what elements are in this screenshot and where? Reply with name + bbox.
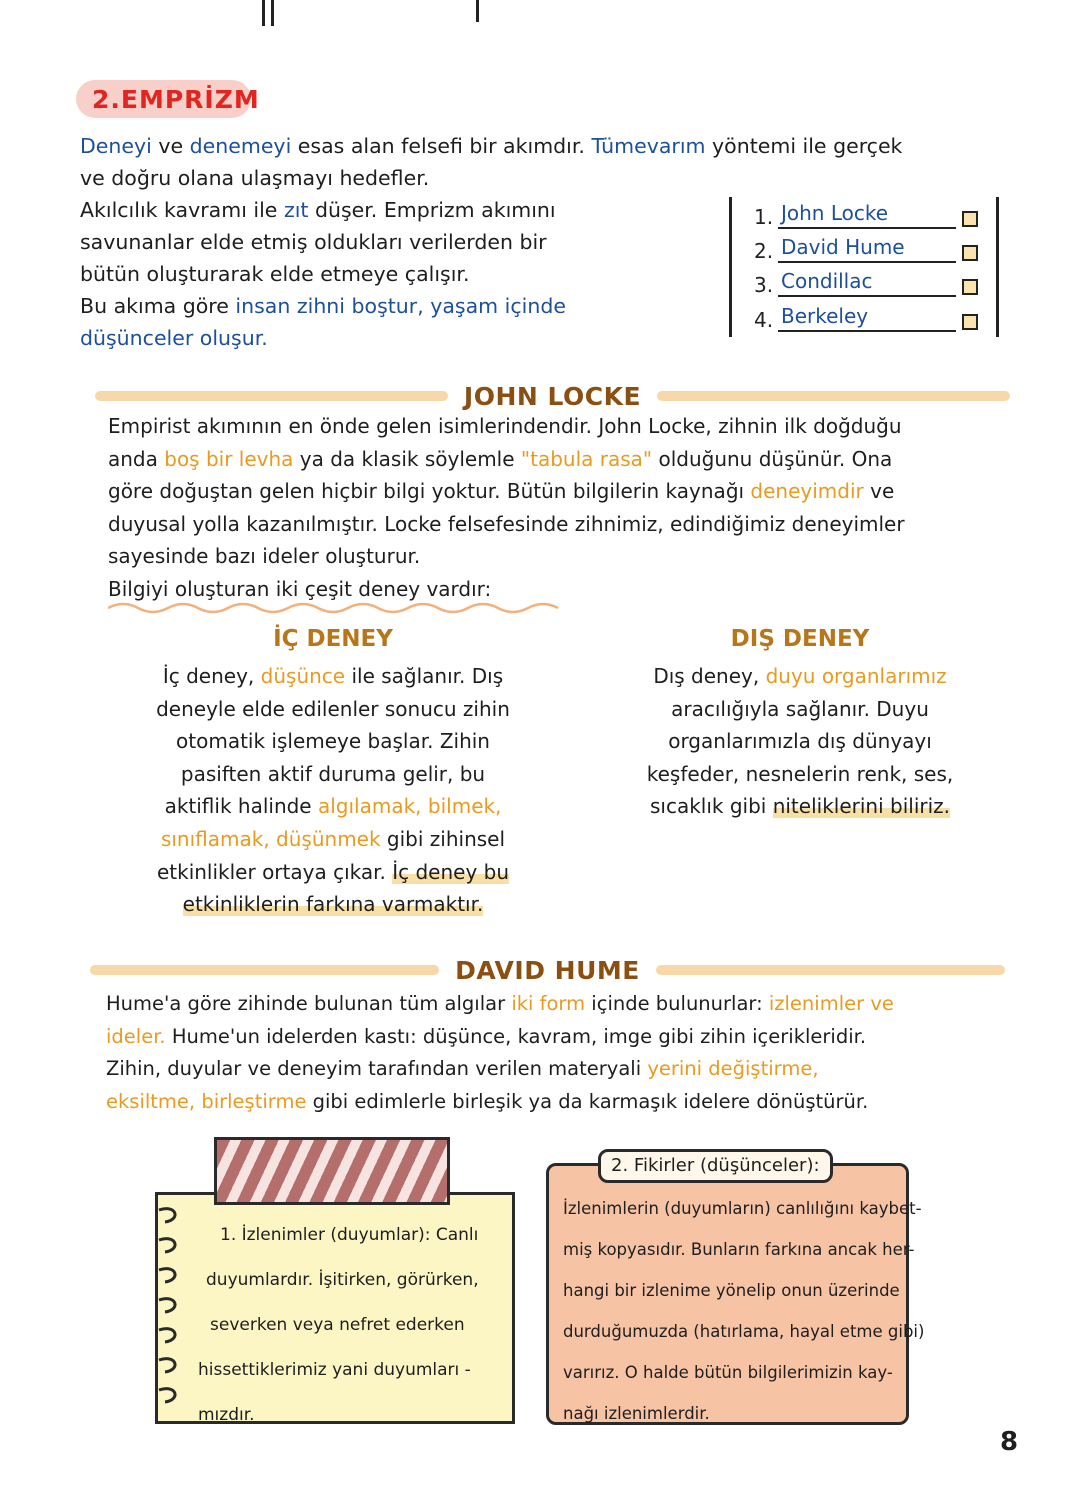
term-deneme: denemeyi [189,134,292,158]
locke-title: JOHN LOCKE [463,381,642,411]
item-number: 1. [754,205,774,229]
intro-line-7: düşünceler oluşur. [80,326,268,350]
inner-title: İÇ DENEY [273,626,393,652]
locke-line-3 [108,475,1028,508]
hume-paragraph [106,988,1026,1118]
highlight-farkina: etkinliklerin farkına varmaktır. [182,892,484,917]
outer-line-4: keşfeder, nesnelerin renk, ses, [646,761,954,786]
outer-line-1 [585,660,1015,693]
impressions-line-1: 1. İzlenimler (duyumlar): Canlı [220,1225,479,1245]
intro-line-2: ve doğru olana ulaşmayı hedefler. [80,166,430,190]
item-number: 3. [754,273,774,297]
ideas-line-4: durduğumuzda (hatırlama, hayal etme gibi) [563,1322,925,1341]
text: Hume'a göre zihinde bulunan tüm algılar [106,992,512,1015]
item-name: John Locke [778,199,956,229]
term-tumevarim: Tümevarım [591,134,706,158]
term-siniflamak: sınıflamak, düşünmek [160,826,381,851]
hume-line-2 [106,1021,1026,1054]
impressions-line-4: hissettiklerimiz yani duyumları - [198,1360,471,1380]
text: ya da klasik söylemle [293,446,521,471]
item-name: Condillac [778,267,956,297]
text: Dış deney, [653,664,766,688]
checkbox-icon[interactable] [962,211,978,227]
item-number: 2. [754,239,774,263]
spiral-binding-icon [155,1202,189,1417]
checkbox-icon[interactable] [962,314,978,330]
text: İç deney, [162,664,261,688]
text: göre doğuştan gelen hiçbir bilgi yoktur. Bütün bilgilerin kaynağı [108,479,751,503]
outer-line-3: organlarımızla dış dünyayı [668,729,932,754]
intro-line-5: bütün oluşturarak elde etmeye çalışır. [80,262,470,286]
term-deney: Deneyi [80,134,152,158]
ideas-line-2: miş kopyasıdır. Bunların farkına ancak her- [563,1240,915,1259]
impressions-text [198,1213,479,1438]
ideas-line-1: İzlenimlerin (duyumların) canlılığını kaybet- [563,1199,922,1218]
section-title: 2.EMPRİZM [92,84,260,114]
hume-line-4 [106,1086,1026,1119]
locke-line-1: Empirist akımının en önde gelen isimlerindendir. John Locke, zihnin ilk doğduğu [108,414,902,438]
text: gibi zihinsel [380,826,506,851]
locke-line-2 [108,443,1028,476]
ideas-label: 2. Fikirler (düşünceler): [598,1149,833,1183]
term-tabula-rasa: "tabula rasa" [520,446,653,471]
heading-rule [95,391,448,401]
page-number: 8 [1000,1427,1019,1457]
outer-line-5 [585,790,1015,823]
ideas-line-5: varırız. O halde bütün bilgilerimizin kay- [563,1363,893,1382]
ideas-line-3: hangi bir izlenime yönelip onun üzerinde [563,1281,900,1300]
text: Zihin, duyular ve deneyim tarafından verilen materyali [106,1057,648,1080]
term-dusunce: düşünce [260,664,346,688]
inner-line-4: pasiften aktif duruma gelir, bu [180,761,486,786]
text: etkinlikler ortaya çıkar. [156,859,393,884]
term-bos-levha: boş bir levha [164,446,294,471]
wave-underline [108,600,568,616]
philosopher-item [754,265,984,297]
section-badge [76,80,260,118]
locke-paragraph [108,410,1028,605]
impressions-line-2: duyumlardır. İşitirken, görürken, [206,1270,479,1290]
outer-experience [585,622,1015,823]
term-izlenimler: izlenimler ve [768,992,894,1015]
term-ideler: ideler. [106,1024,166,1048]
washi-tape [214,1137,450,1205]
term-insan-zihni: insan zihni boştur, yaşam içinde [235,294,566,318]
text: olduğunu düşünür. Ona [652,446,893,471]
inner-experience [118,622,548,921]
text: esas alan felsefi bir akımdır. [291,134,592,158]
inner-line-8 [118,888,548,921]
highlight-nitelikler: niteliklerini biliriz. [772,794,951,819]
text: Hume'un idelerden kastı: düşünce, kavram, imge gibi zihin içerikleridir. [165,1024,867,1048]
locke-line-5: sayesinde bazı ideler oluşturur. [108,544,421,568]
heading-rule [656,965,1005,975]
heading-rule [657,391,1010,401]
item-name: Berkeley [778,302,956,332]
hume-line-3 [106,1053,1026,1086]
item-name: David Hume [778,233,956,263]
text: aktiflik halinde [164,794,318,819]
hume-line-1 [106,988,1026,1021]
term-deneyim: deneyimdir [750,479,864,503]
ideas-note [546,1163,925,1425]
checkbox-icon[interactable] [962,279,978,295]
top-mark-right [476,0,479,22]
term-iki-form: iki form [511,992,586,1015]
heading-rule [90,965,439,975]
term-yerini-degistirme: yerini değiştirme, [647,1057,819,1080]
inner-line-3: otomatik işlemeye başlar. Zihin [176,729,490,754]
philosopher-item [754,231,984,263]
text: yöntemi ile gerçek [705,134,903,158]
text: ve [151,134,190,158]
item-number: 4. [754,308,774,332]
philosopher-item [754,300,984,332]
inner-line-5 [118,790,548,823]
hume-title: DAVID HUME [455,955,640,985]
ideas-text [563,1188,924,1434]
ideas-line-6: nağı izlenimlerdir. [563,1404,710,1423]
text: düşer. Emprizm akımını [308,198,556,222]
intro-line-1 [80,130,1010,162]
highlight-ic-deney: İç deney bu [392,859,510,884]
outer-title: DIŞ DENEY [730,626,870,652]
term-duyu-organlari: duyu organlarımız [765,664,947,688]
inner-line-2: deneyle elde edilenler sonucu zihin [156,696,510,721]
text: Bu akıma göre [80,294,236,318]
impressions-note [155,1192,515,1424]
term-algilamak: algılamak, bilmek, [317,794,502,819]
inner-line-6 [118,823,548,856]
text: anda [108,446,165,471]
inner-line-1 [118,660,548,693]
philosophers-list [729,197,999,337]
text: içinde bulunurlar: [585,992,769,1015]
impressions-line-3: severken veya nefret ederken [210,1315,465,1335]
text: Akılcılık kavramı ile [80,198,284,222]
impressions-line-5: mızdır. [198,1405,255,1425]
inner-line-7 [118,856,548,889]
locke-line-4: duyusal yolla kazanılmıştır. Locke felsefesinde zihnimiz, edindiğimiz deneyimler [108,511,905,536]
locke-line-6: Bilgiyi oluşturan iki çeşit deney vardır: [108,576,492,601]
text: gibi edimlerle birleşik ya da karmaşık idelere dönüştürür. [306,1089,869,1113]
hume-heading [90,953,1005,987]
checkbox-icon[interactable] [962,245,978,261]
top-mark-left-2 [271,0,274,26]
intro-line-4: savunanlar elde etmiş oldukları verilerden bir [80,230,547,254]
philosopher-item [754,197,984,229]
term-zit: zıt [283,198,309,222]
term-eksiltme: eksiltme, birleştirme [106,1089,307,1113]
locke-heading [95,379,1010,413]
top-mark-left-1 [262,0,265,26]
text: ve [863,479,895,503]
text: ile sağlanır. Dış [345,664,504,688]
outer-line-2: aracılığıyla sağlanır. Duyu [671,696,929,721]
text: sıcaklık gibi [649,794,773,819]
